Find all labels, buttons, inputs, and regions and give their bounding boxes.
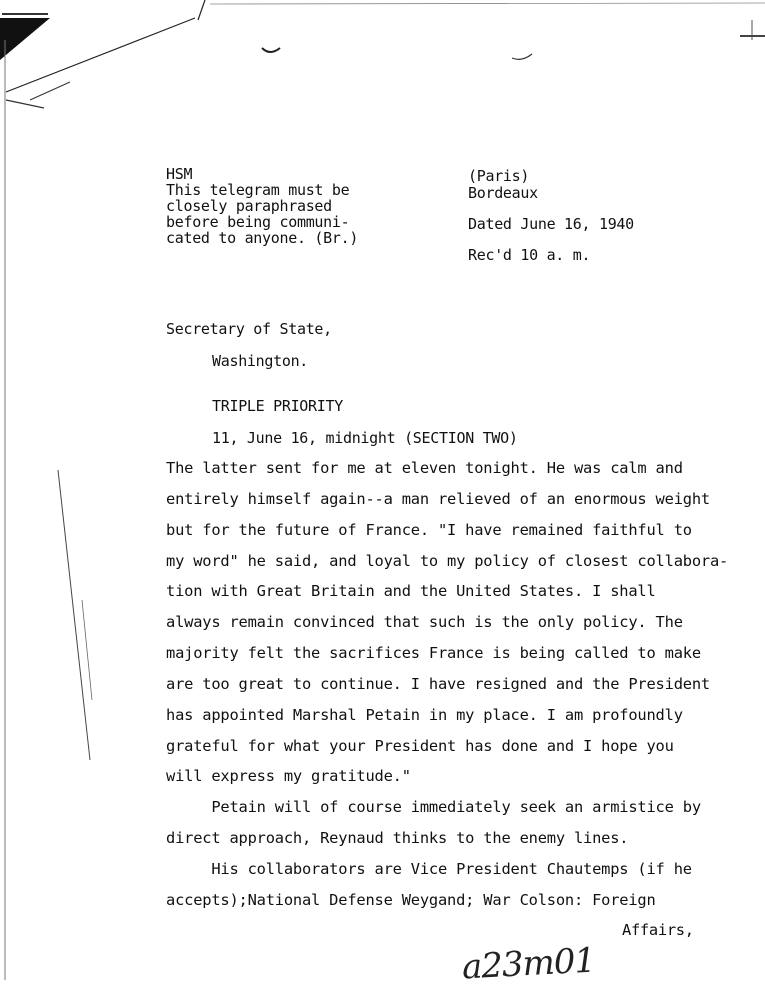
origin-city: (Paris) [468, 167, 530, 185]
origin-city: Bordeaux [468, 184, 538, 202]
body-line: will express my gratitude." [166, 767, 411, 785]
top-tick [198, 0, 205, 20]
date-line: Dated June 16, 1940 [468, 215, 634, 233]
handwritten-archive-note: a23m01 [461, 940, 597, 988]
body-line: His collaborators are Vice President Chautemps (if he [166, 860, 692, 878]
body-line: The latter sent for me at eleven tonight. He was calm and [166, 459, 683, 477]
body-line: majority felt the sacrifices France is being called to make [166, 644, 701, 662]
priority-label: TRIPLE PRIORITY [212, 397, 343, 415]
top-edge [210, 3, 765, 4]
handling-note-line: This telegram must be [166, 181, 350, 199]
diagonal-stroke [6, 18, 195, 92]
body-line: Petain will of course immediately seek an armistice by [166, 798, 701, 816]
small-mark [262, 48, 280, 52]
body-line: accepts);National Defense Weygand; War Colson: Foreign [166, 891, 656, 909]
addressee-city: Washington. [212, 352, 309, 370]
left-margin-line-3 [82, 600, 92, 700]
sender-code: HSM [166, 165, 193, 183]
body-line: grateful for what your President has done and I hope you [166, 737, 674, 755]
diagonal-stroke-2 [30, 82, 70, 100]
message-reference: 11, June 16, midnight (SECTION TWO) [212, 429, 518, 447]
body-line: but for the future of France. "I have remained faithful to [166, 521, 692, 539]
body-line: are too great to continue. I have resigned and the President [166, 675, 710, 693]
body-line: entirely himself again--a man relieved of an enormous weight [166, 490, 710, 508]
body-line: has appointed Marshal Petain in my place. I am profoundly [166, 706, 683, 724]
diagonal-stroke-3 [6, 100, 44, 108]
handling-note-line: before being communi- [166, 213, 350, 231]
handling-note-line: closely paraphrased [166, 197, 332, 215]
left-margin-line-2 [58, 470, 90, 760]
small-mark-2 [512, 54, 532, 59]
body-line: direct approach, Reynaud thinks to the enemy lines. [166, 829, 629, 847]
addressee: Secretary of State, [166, 320, 332, 338]
continuation-word: Affairs, [622, 921, 694, 939]
body-line: always remain convinced that such is the only policy. The [166, 613, 683, 631]
body-line: my word" he said, and loyal to my policy of closest collabora- [166, 552, 729, 570]
handling-note-line: cated to anyone. (Br.) [166, 229, 359, 247]
corner-smudge [0, 18, 50, 60]
body-line: tion with Great Britain and the United States. I shall [166, 582, 656, 600]
received-line: Rec'd 10 a. m. [468, 246, 591, 264]
